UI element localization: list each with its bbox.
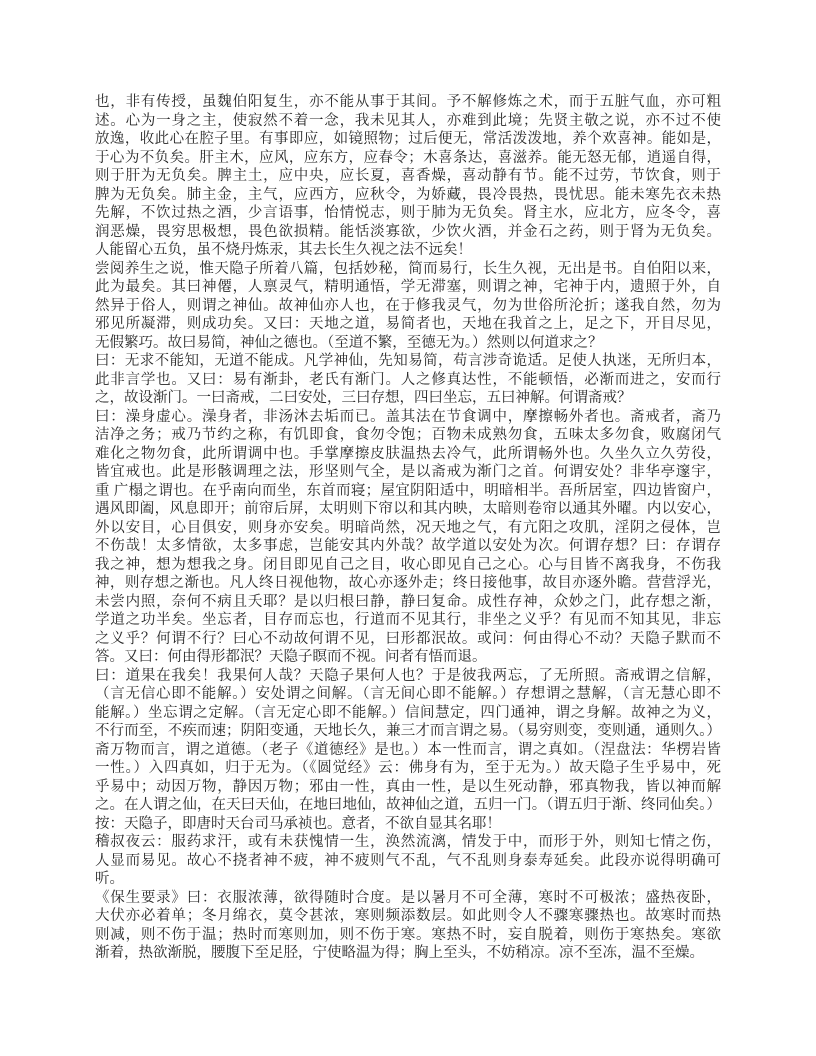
text-line: 则于肝为无负矣。脾主土，应中央，应长夏，喜香燥，喜动静有节。能不过劳，节饮食，则于	[95, 168, 721, 184]
text-line: 无假繁巧。故曰易简，神仙之德也。（至道不繁，至德无为。）然则以何道求之？	[95, 334, 603, 351]
text-line: 稽叔夜云：服药求汗，或有未获愧情一生，涣然流漓，情发于中，而形于外，则知七情之伤，	[95, 834, 721, 850]
text-line: （言无信心即不能解。）安处谓之间解。（言无间心即不能解。）存想谓之慧解，（言无慧心即不	[95, 686, 721, 702]
text-line: 不行而至，不疾而速；阴阳变通，天地长久，兼三才而言谓之易。（易穷则变，变则通，通则久。）	[95, 723, 721, 739]
text-line: 之。在人谓之仙，在天曰天仙，在地曰地仙，故神仙之道，五归一门。（谓五归于渐、终同仙矣。）	[95, 797, 721, 813]
text-line: 大伏亦必着单；冬月绵衣，莫令甚浓，寒则频添数层。如此则令人不骤寒骤热也。故寒时而热	[95, 908, 721, 924]
text-line: 听。	[95, 871, 124, 887]
text-line: 曰：道果在我矣！我果何人哉？天隐子果何人也？于是彼我两忘，了无所照。斋戒谓之信解，	[95, 667, 721, 684]
text-line: 述。心为一身之主，使寂然不着一念，我未见其人，亦难到此境；先贤主敬之说，亦不过不使	[95, 112, 721, 129]
text-line: 《保生要录》曰：衣服浓薄，欲得随时合度。是以暑月不可全薄，寒时不可极浓；盛热夜卧，	[95, 889, 721, 906]
text-line: 未尝内照，奈何不病且夭耶？是以归根曰静，静曰复命。成性存神，众妙之门，此存想之渐，	[95, 593, 721, 610]
text-line: 乎易中；动因万物，静因万物；邪由一性，真由一性，是以生死动静，邪真物我，皆以神而解	[95, 778, 721, 795]
text-line: 遇风即阖，风息即开；前帘后屏，太明则下帘以和其内映，太暗则卷帘以通其外曜。内以安心，	[95, 501, 721, 517]
text-line: 人能留心五负，虽不烧丹炼汞，其去长生久视之法不远矣！	[95, 242, 472, 258]
text-line: 先解，不饮过热之酒，少言语事，怡情悦志，则于肺为无负矣。肾主水，应北方，应冬令，喜	[95, 205, 721, 221]
text-line: 能解。）坐忘谓之定解。（言无定心即不能解。）信间慧定，四门通神，谓之身解。故神之为义，	[95, 704, 721, 721]
text-line: 外以安目，心目俱安，则身亦安矣。明暗尚然，况天地之气，有亢阳之攻肌，淫阴之侵体，岂	[95, 519, 721, 536]
text-line: 尝阅养生之说，惟天隐子所着八篇，包括妙秘，简而易行，长生久视，无出是书。自伯阳以来，	[95, 260, 721, 277]
text-line: 答。又曰：何由得形都泯？天隐子瞑而不视。问者有悟而退。	[95, 649, 487, 665]
text-line: 放逸，收此心在腔子里。有事即应，如镜照物；过后便无，常活泼泼地，养个欢喜神。能如是，	[95, 131, 721, 147]
text-line: 人显而易见。故心不挠者神不疲，神不疲则气不乱，气不乱则身泰寿延矣。此段亦说得明确可	[95, 852, 721, 869]
text-line: 然异于俗人，则谓之神仙。故神仙亦人也，在于修我灵气，勿为世俗所沦折；遂我自然，勿为	[95, 297, 721, 314]
text-line: 润恶燥，畏穷思极想，畏色欲损精。能恬淡寡欲，少饮火酒，并金石之药，则于肾为无负矣。	[95, 223, 721, 240]
text-line: 难化之物勿食，此所谓调中也。手掌摩擦皮肤温热去冷气，此所谓畅外也。久坐久立久劳役，	[95, 445, 721, 462]
text-line: 之，故设渐门。一曰斋戒，二曰安处，三曰存想，四曰坐忘，五曰神解。何谓斋戒？	[95, 390, 632, 406]
text-line: 则减，则不伤于温；热时而寒则加，则不伤于寒。寒热不时，妄自脱着，则伤于寒热矣。寒欲	[95, 926, 721, 943]
text-line: 渐着，热欲渐脱，腰腹下至足胫，宁使略温为得；胸上至头，不妨稍凉。凉不至冻，温不至燥。	[95, 945, 704, 961]
text-line: 斋万物而言，谓之道德。（老子《道德经》是也。）本一性而言，谓之真如。（涅盘法：华楞岩皆	[95, 741, 721, 758]
text-line: 之义乎？何谓不行？曰心不动故何谓不见，曰形都泯故。或问：何由得心不动？天隐子默而不	[95, 630, 721, 647]
text-line: 曰：无求不能知，无道不能成。凡学神仙，先知易简，苟言涉奇诡适。足使人执迷，无所归本，	[95, 353, 721, 369]
text-line: 于心为不负矣。肝主木，应风，应东方，应春令；木喜条达，喜滋养。能无怒无郁，逍遥自得，	[95, 149, 721, 166]
text-line: 脾为无负矣。肺主金，主气，应西方，应秋令，为娇藏，畏冷畏热，畏忧思。能未寒先衣未热	[95, 186, 721, 203]
text-line: 神，则存想之渐也。凡人终日视他物，故心亦逐外走；终日接他事，故目亦逐外瞻。营营浮光，	[95, 575, 721, 591]
text-line: 一性。）入四真如，归于无为。（《圆觉经》云：佛身有为，至于无为。）故天隐子生乎易中，死	[95, 760, 721, 776]
text-block	[95, 93, 721, 963]
text-line: 曰：澡身虚心。澡身者，非汤沐去垢而已。盖其法在节食调中，摩擦畅外者也。斋戒者，斋乃	[95, 408, 721, 425]
text-line: 按：天隐子，即唐时天台司马承祯也。意者，不欲自显其名耶！	[95, 815, 501, 832]
text-line: 我之神，想为想我之身。闭目即见自己之目，收心即见自己之心。心与目皆不离我身，不伤我	[95, 556, 721, 573]
text-line: 洁净之务；戒乃节约之称，有饥即食，食勿令饱；百物未成熟勿食，五味太多勿食，败腐闭气	[95, 427, 721, 443]
text-line: 此非言学也。又曰：易有渐卦，老氏有渐门。人之修真达性，不能顿悟，必渐而进之，安而行	[95, 371, 721, 388]
text-line: 邪见所凝滞，则成功矣。又曰：天地之道，易简者也，天地在我首之上，足之下，开目尽见，	[95, 316, 721, 332]
text-line: 也，非有传授，虽魏伯阳复生，亦不能从事于其间。予不解修炼之术，而于五脏气血，亦可粗	[95, 94, 721, 110]
text-line: 皆宜戒也。此是形骸调理之法，形坚则气全，是以斋戒为渐门之首。何谓安处？非华亭邃宇，	[95, 464, 721, 480]
text-line: 不伤哉！太多情欲，太多事虑，岂能安其内外哉？故学道以安处为次。何谓存想？曰：存谓存	[95, 538, 721, 554]
text-line: 重 广榻之谓也。在乎南向而坐，东首而寝；屋宜阴阳适中，明暗相半。吾所居室，四边皆窗户，	[95, 482, 721, 499]
text-line: 学道之功半矣。坐忘者，目存而忘也，行道而不见其行，非坐之义乎？有见而不知其见，非忘	[95, 612, 721, 628]
text-line: 此为最矣。其曰神僊，人禀灵气，精明通悟，学无滞塞，则谓之神，宅神于内，遗照于外，自	[95, 279, 721, 295]
